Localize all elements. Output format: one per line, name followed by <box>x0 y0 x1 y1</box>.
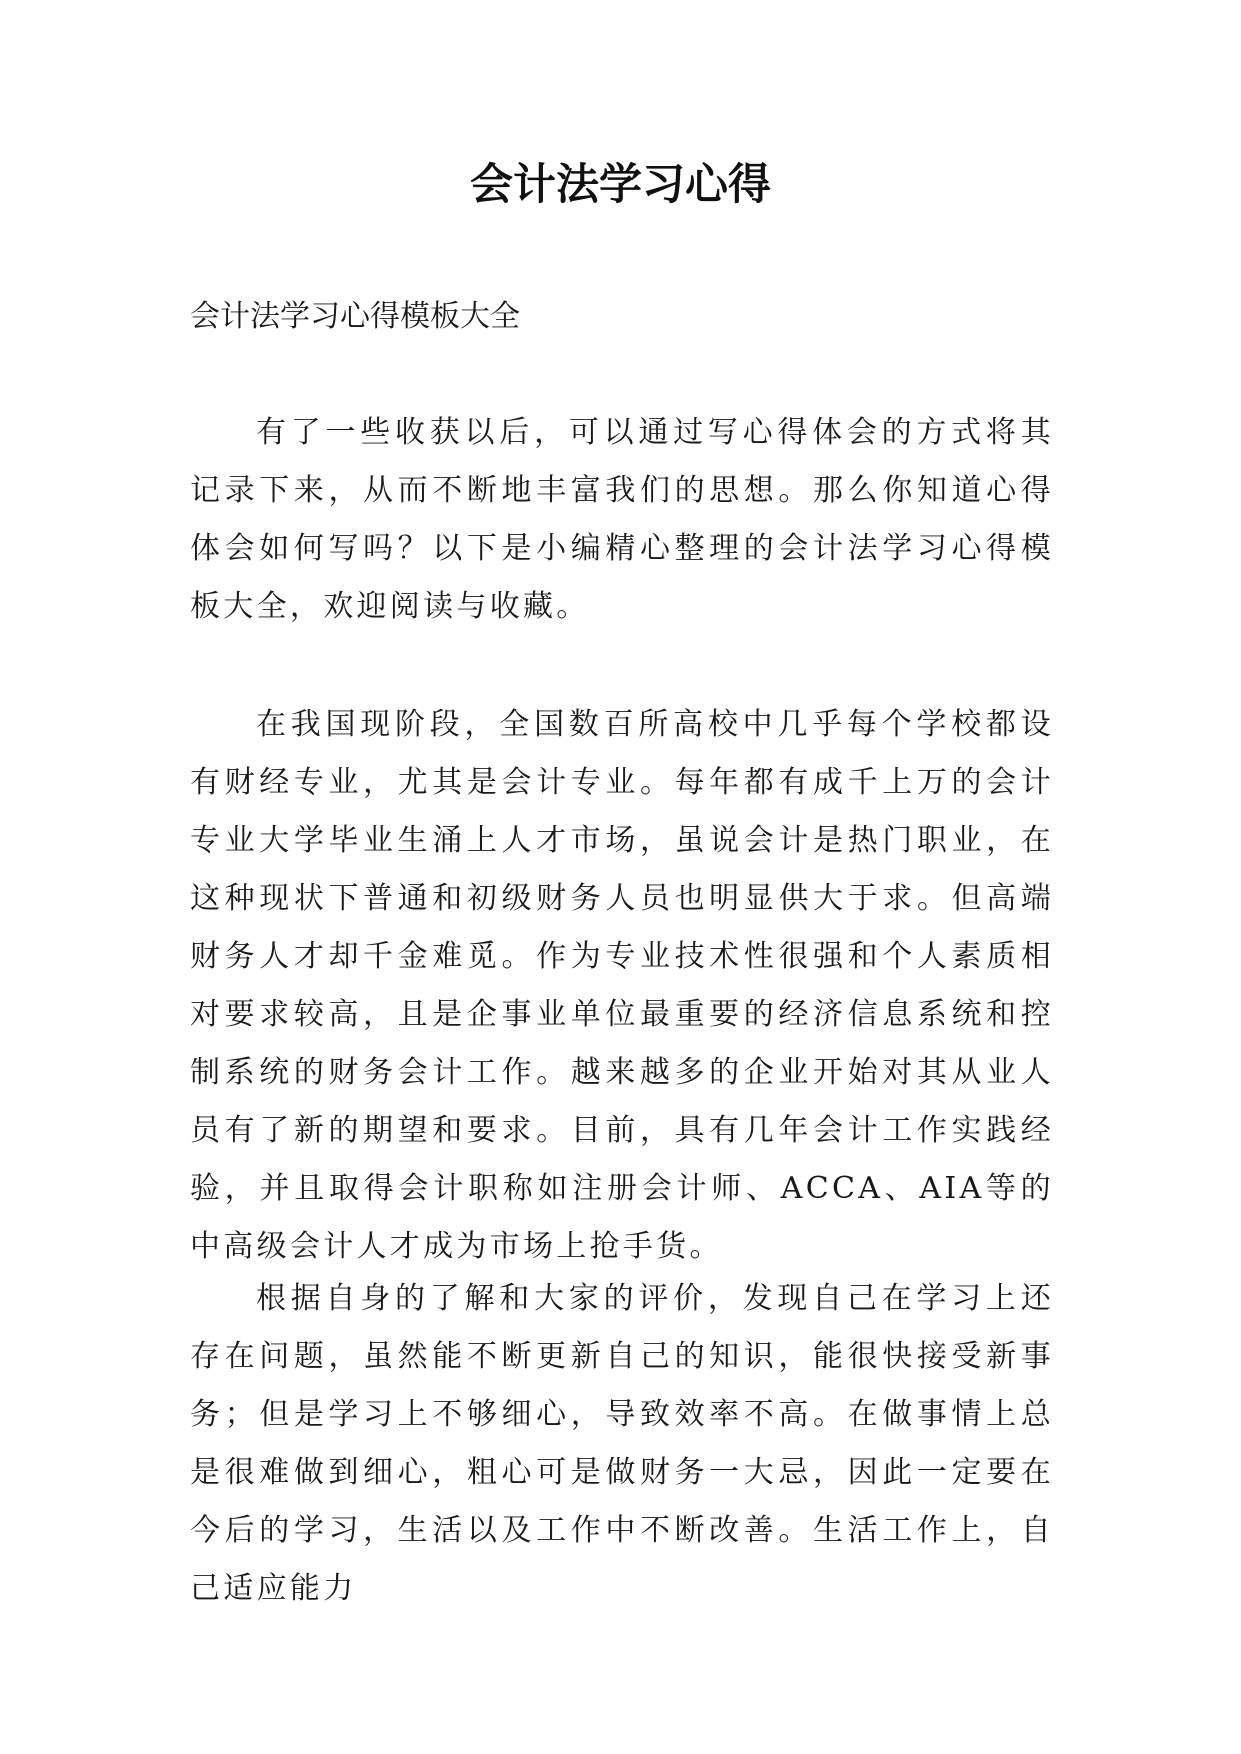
paragraph-intro: 有了一些收获以后，可以通过写心得体会的方式将其记录下来，从而不断地丰富我们的思想。那么你知道心得体会如何写吗？以下是小编精心整理的会计法学习心得模板大全，欢迎阅读与收藏。 <box>190 415 1054 624</box>
paragraph-body-2: 根据自身的了解和大家的评价，发现自己在学习上还存在问题，虽然能不断更新自己的知识，能很快接受新事务；但是学习上不够细心，导致效率不高。在做事情上总是很难做到细心，粗心可是做财务一大忌，因此一定要在今后的学习，生活以及工作中不断改善。生活工作上，自己适应能力 <box>190 1281 1054 1606</box>
paragraph-body-1: 在我国现阶段，全国数百所高校中几乎每个学校都设有财经专业，尤其是会计专业。每年都有成千上万的会计专业大学毕业生涌上人才市场，虽说会计是热门职业，在这种现状下普通和初级财务人员也明显供大于求。但高端财务人才却千金难觅。作为专业技术性很强和个人素质相对要求较高，且是企事业单位最重要的经济信息系统和控制系统的财务会计工作。越来越多的企业开始对其从业人员有了新的期望和要求。目前，具有几年会计工作实践经验，并且取得会计职称如注册会计师、ACCA、AIA等的中高级会计人才成为市场上抢手货。 <box>190 707 1054 1264</box>
document-title: 会计法学习心得 <box>470 160 771 210</box>
document-subtitle: 会计法学习心得模板大全 <box>190 299 520 334</box>
